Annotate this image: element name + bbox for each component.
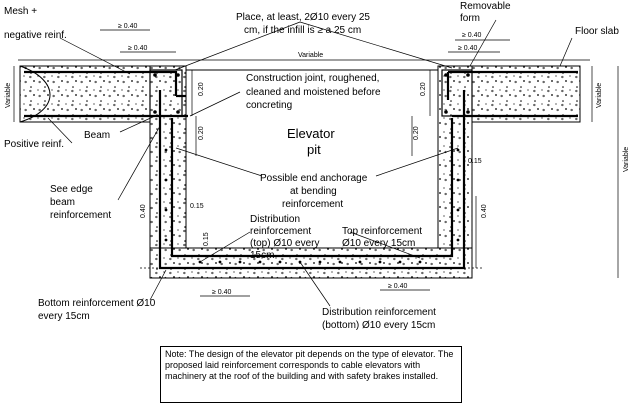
label-distrib-top-2: reinforcement — [250, 226, 312, 237]
label-mesh: Mesh + — [4, 6, 38, 17]
label-bottom-reinf-2: every 15cm — [38, 311, 90, 322]
dim-040-b: ≥ 0.40 — [128, 45, 148, 52]
dim-015-b: 0.15 — [203, 232, 210, 246]
label-removable: Removable — [460, 1, 511, 12]
label-floor-slab: Floor slab — [575, 26, 619, 37]
label-variable-left: Variable — [5, 82, 12, 108]
label-anchorage-3: reinforcement — [282, 199, 344, 210]
note-box — [160, 346, 462, 403]
label-beam: Beam — [84, 130, 111, 141]
label-negative-reinf: negative reinf. — [4, 30, 67, 41]
label-joint-3: concreting — [246, 100, 293, 111]
dim-040-d: ≥ 0.40 — [458, 45, 478, 52]
pit-wall-right — [438, 66, 472, 278]
dim-040-c: ≥ 0.40 — [462, 32, 482, 39]
label-distrib-top-4: 15cm — [250, 250, 275, 261]
dim-040-e: ≥ 0.40 — [212, 289, 232, 296]
dim-020-c: 0.20 — [420, 82, 427, 96]
label-form: form — [460, 13, 480, 24]
label-see-edge-2: beam — [50, 197, 76, 208]
label-variable-far-right: Variable — [623, 146, 630, 172]
label-see-edge-3: reinforcement — [50, 210, 112, 221]
label-positive-reinf: Positive reinf. — [4, 139, 65, 150]
label-distrib-bottom-1: Distribution reinforcement — [322, 307, 436, 318]
label-distrib-top-1: Distribution — [250, 214, 301, 225]
label-joint-1: Construction joint, roughened, — [246, 73, 380, 84]
label-top-reinf-2: Ø10 every 15cm — [342, 238, 416, 249]
label-joint-2: cleaned and moistened before — [246, 87, 381, 98]
label-variable-top: Variable — [298, 52, 324, 59]
label-distrib-top-3: (top) Ø10 every — [250, 238, 320, 249]
pit-wall-left — [150, 66, 186, 278]
label-anchorage-1: Possible end anchorage — [260, 173, 368, 184]
slab-left — [20, 66, 170, 122]
label-pit: pit — [307, 142, 321, 157]
dim-040-f: ≥ 0.40 — [388, 283, 408, 290]
dim-015-a: 0.15 — [190, 203, 204, 210]
label-place-1: Place, at least, 2Ø10 every 25 — [236, 12, 370, 23]
dim-040-v-left: 0.40 — [140, 204, 147, 218]
pit-bottom-slab — [150, 248, 472, 278]
label-see-edge-1: See edge — [50, 184, 93, 195]
dim-040-a: ≥ 0.40 — [118, 23, 138, 30]
dim-020-d: 0.20 — [413, 126, 420, 140]
label-place-2: cm, if the infill is ≥ a 25 cm — [244, 25, 362, 36]
label-anchorage-2: at bending — [290, 186, 337, 197]
label-bottom-reinf-1: Bottom reinforcement Ø10 — [38, 298, 156, 309]
label-top-reinf-1: Top reinforcement — [342, 226, 423, 237]
dim-020-a: 0.20 — [198, 82, 205, 96]
label-variable-right: Variable — [596, 82, 603, 108]
note-text: Note: The design of the elevator pit depends on the type of elevator. The proposed laid reinforcement corresponds to cable elevators with machinery at the roof of the building and with safety brakes installed. — [165, 349, 454, 381]
label-distrib-bottom-2: (bottom) Ø10 every 15cm — [322, 320, 436, 331]
label-elevator: Elevator — [287, 126, 335, 141]
dim-040-v-right: 0.40 — [481, 204, 488, 218]
dim-020-b: 0.20 — [198, 126, 205, 140]
dim-015-c: 0.15 — [468, 158, 482, 165]
